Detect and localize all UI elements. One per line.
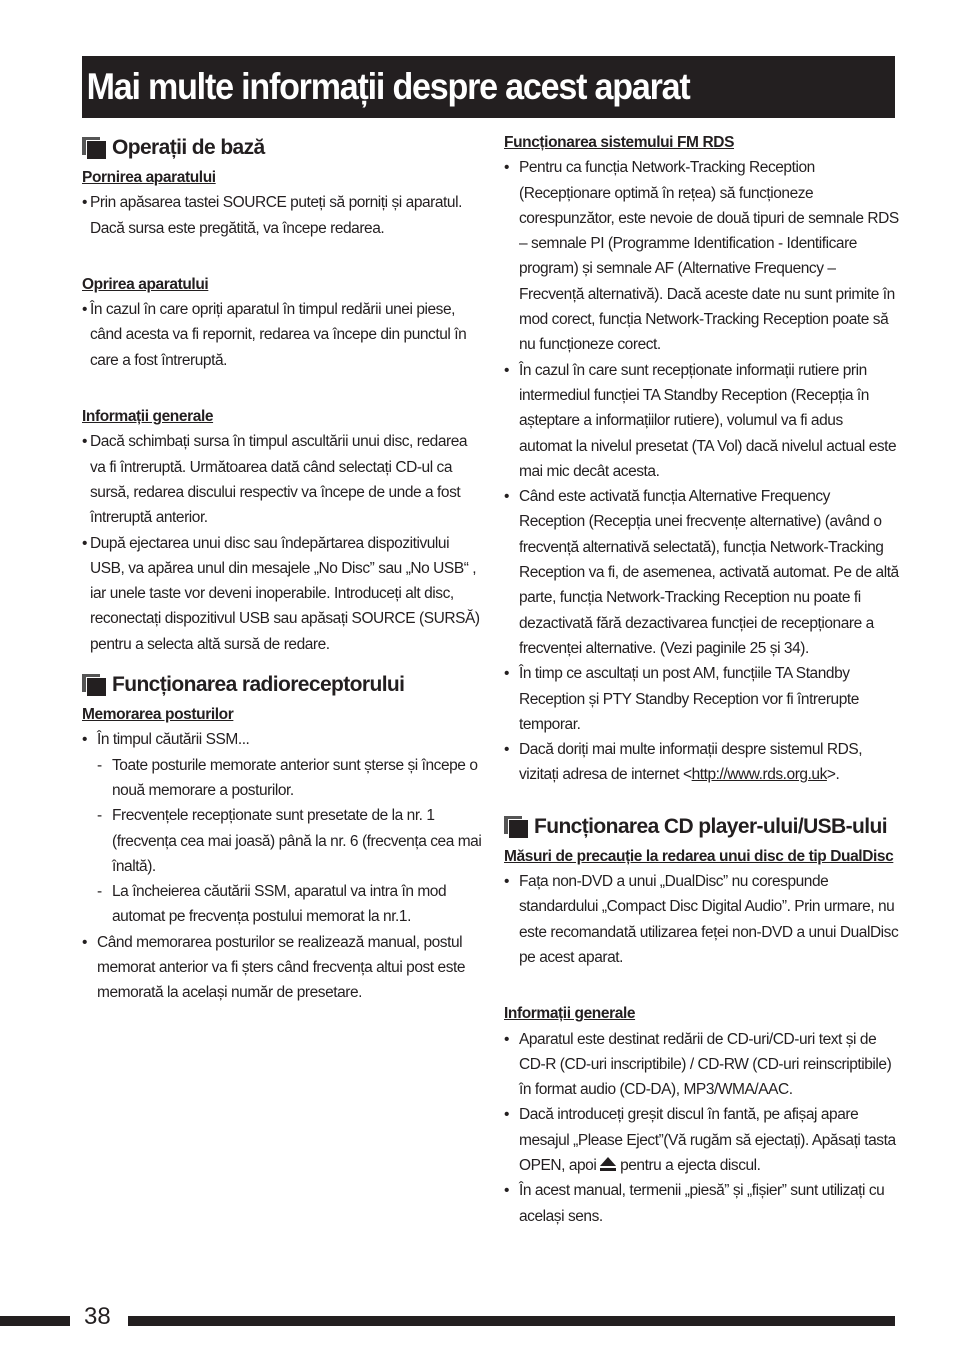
list-item: • Pentru ca funcția Network-Tracking Reception (Recepționare optimă în rețea) să funcționeze corespunzător, este nevoie de două tipuri de semnale RDS – semnale PI (Programme Identification - Identificare program) și semnale AF (Alternative Frequency – Frecvență alternativă). Dacă aceste date nu sunt primite în mod corect, funcția Network-Tracking Reception poate să nu funcționeze corect. xyxy=(504,155,899,357)
list-item xyxy=(504,737,899,788)
rds-text: Dacă doriți mai multe informații despre sistemul RDS, vizitați adresa de internet < xyxy=(519,741,863,784)
eject-icon xyxy=(600,1157,616,1171)
bullet-list xyxy=(504,1027,899,1229)
dash-item: - La încheierea căutării SSM, aparatul va intra în mod automat pe frecvența postului memorat la nr.1. xyxy=(97,879,482,930)
section-heading-cd-usb xyxy=(504,810,899,844)
footer-bar-left xyxy=(0,1316,70,1326)
dash-item: - Frecvențele recepționate sunt presetate de la nr. 1 (frecvența cea mai joasă) până la nr. 6 (frecvența cea mai înaltă). xyxy=(97,803,482,879)
subheading-general-info: Informații generale xyxy=(504,1005,636,1023)
list-item: • Prin apăsarea tastei SOURCE puteți să porniți și aparatul. Dacă sursa este pregătită, va începe redarea. xyxy=(82,190,482,241)
section-heading-radio xyxy=(82,668,482,702)
section-heading-text: Operații de bază xyxy=(112,136,265,160)
dash-list xyxy=(97,753,482,930)
list-item: • Fața non-DVD a unui „DualDisc” nu corespunde standardului „Compact Disc Digital Audio”. Prin urmare, nu este recomandată utilizarea feței non-DVD a unui DualDisc pe acest aparat. xyxy=(504,869,899,970)
footer-bar-right xyxy=(128,1316,895,1326)
list-item: • În cazul în care opriți aparatul în timpul redării unei piese, când acesta va fi repornit, redarea va începe din punctul în care a fost întreruptă. xyxy=(82,297,482,373)
list-item: • După ejectarea unui disc sau îndepărtarea dispozitivului USB, va apărea unul din mesajele „No Disc” sau „No USB“ , iar unele taste vor deveni inoperabile. Introduceți alt disc, reconectați dispozitivul USB sau apăsați SOURCE (SURSĂ) pentru a selecta altă sursă de redare. xyxy=(82,531,482,657)
left-column xyxy=(82,128,482,1006)
list-item xyxy=(82,727,482,929)
list-item: • Aparatul este destinat redării de CD-uri/CD-uri text și de CD-R (CD-uri inscriptibile) / CD-RW (CD-uri reinscriptibile) în format audio (CD-DA), MP3/WMA/AAC. xyxy=(504,1027,899,1103)
eject-text-end: pentru a ejecta discul. xyxy=(616,1156,761,1174)
rds-website-link[interactable]: http://www.rds.org.uk xyxy=(691,766,827,784)
right-column xyxy=(504,128,899,1229)
section-square-icon xyxy=(504,816,529,838)
section-square-icon xyxy=(82,137,107,159)
subheading-fm-rds: Funcționarea sistemului FM RDS xyxy=(504,134,735,151)
bullet-list xyxy=(82,429,482,657)
bullet-list xyxy=(504,869,899,970)
list-item: • În timp ce ascultați un post AM, funcțiile TA Standby Reception și PTY Standby Reception vor fi întrerupte temporar. xyxy=(504,661,899,737)
bullet-list xyxy=(504,155,899,787)
title-bar xyxy=(82,56,895,118)
list-item: • Când memorarea posturilor se realizează manual, postul memorat anterior va fi șters când frecvența altui post este memorată la același număr de presetare. xyxy=(82,930,482,1006)
bullet-list xyxy=(82,727,482,1005)
subheading-power-off: Oprirea aparatului xyxy=(82,275,209,293)
rds-text-end: >. xyxy=(826,766,840,784)
list-item xyxy=(504,1102,899,1178)
list-item: • Când este activată funcția Alternative Frequency Reception (Recepția unei frecvențe alternative) (având o frecvență alternativă selectată), funcția Network-Tracking Reception va fi, de asemenea, activată automat. Pe de altă parte, funcția Network-Tracking Reception nu poate fi dezactivată fără dezactivarea funcției de recepționare a frecvenței alternative. (Vezi paginile 25 și 34). xyxy=(504,484,899,661)
dash-item: - Toate posturile memorate anterior sunt șterse și începe o nouă memorare a posturilor. xyxy=(97,753,482,804)
list-item: • Dacă schimbați sursa în timpul ascultării unui disc, redarea va fi întreruptă. Următoarea dată când selectați CD-ul ca sursă, redarea discului respectiv va începe de unde a fost întreruptă anterior. xyxy=(82,429,482,530)
section-square-icon xyxy=(82,674,107,696)
list-item: • În acest manual, termenii „piesă” și „fișier” sunt utilizați cu același sens. xyxy=(504,1178,899,1229)
list-item: • În cazul în care sunt recepționate informații rutiere prin intermediul funcției TA Standby Reception (Recepția în așteptare a informațiilor rutiere), volumul va fi adus automat la nivelul presetat (TA Vol) dacă nivelul actual este mai mic decât acesta. xyxy=(504,358,899,484)
subheading-power-on: Pornirea aparatului xyxy=(82,169,216,186)
page-number: 38 xyxy=(84,1303,111,1330)
bullet-list xyxy=(82,190,482,241)
ssm-text: În timpul căutării SSM... xyxy=(97,731,250,749)
subheading-station-memory: Memorarea posturilor xyxy=(82,706,234,724)
eject-text: Dacă introduceți greșit discul în fantă, pe afișaj apare mesajul „Please Eject”(Vă rugăm să ejectați). Apăsați tasta OPEN, apoi xyxy=(519,1106,896,1174)
page-title: Mai multe informații despre acest aparat xyxy=(86,66,690,107)
subheading-dualdisc: Măsuri de precauție la redarea unui disc de tip DualDisc xyxy=(504,847,894,865)
section-heading-basic-operations xyxy=(82,131,482,165)
section-heading-text: Funcționarea CD player-ului/USB-ului xyxy=(534,815,887,839)
subheading-general-info: Informații generale xyxy=(82,408,214,426)
bullet-list xyxy=(82,297,482,373)
section-heading-text: Funcționarea radioreceptorului xyxy=(112,673,405,697)
